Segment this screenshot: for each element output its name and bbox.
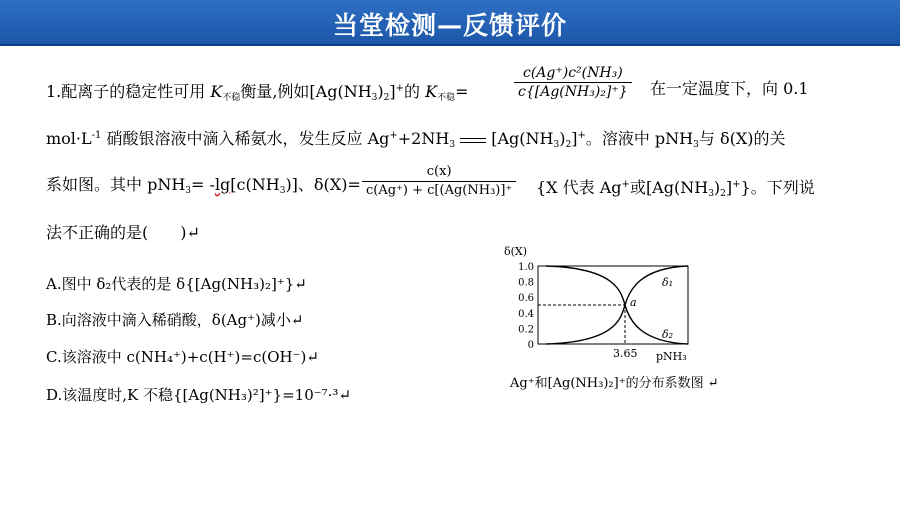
y-tick-labels: [518, 262, 534, 351]
question-line-3: 系如图。其中 $pNH_3= -\lg[c(NH_3)]$、δ(X)=: [46, 175, 361, 196]
y-tick-label: 0.2: [518, 324, 534, 336]
question-line-2: $mol\cdot L^{-1}$ 硝酸银溶液中滴入稀氨水，发生反应 $Ag^++2NH_3$ $[Ag(NH_3)_2]^+$。溶液中 pNH$_3$与 δ(X)的关: [46, 129, 786, 150]
question-line-1: 1.配离子的稳定性可用 $K_{不稳}$衡量,例如$[Ag(NH_3)_2]^+$的 $K_{不稳}=$: [46, 82, 469, 103]
y-axis-label: δ(X): [504, 245, 528, 258]
chart-caption: Ag⁺和[Ag(NH₃)₂]⁺的分布系数图 ↵: [510, 376, 719, 391]
series-label-delta1: δ₁: [662, 276, 674, 289]
distribution-chart: [500, 244, 720, 372]
y-tick-label: 0.6: [518, 293, 534, 305]
y-tick-label: 1.0: [518, 262, 534, 273]
x-marked-tick: 3.65: [613, 347, 638, 360]
y-tick-label: 0: [527, 340, 534, 351]
y-tick-label: 0.4: [518, 308, 534, 320]
equilibrium-arrow-icon: [460, 135, 486, 145]
series-label-delta2: δ₂: [662, 328, 674, 341]
x-axis-label: pNH₃: [656, 350, 687, 363]
question-line-1-suffix: 在一定温度下，向 0.1: [650, 79, 809, 98]
question-line-3-suffix: {X 代表 Ag+或$[Ag(NH_3)_2]^+$}。下列说: [536, 178, 815, 199]
option-d: D.该温度时,K 不稳{[Ag(NH₃)²]⁺}=10⁻⁷·³↵: [46, 386, 352, 404]
option-b: B.向溶液中滴入稀硝酸，δ(Ag⁺)减小↵: [46, 311, 304, 329]
question-line-4: 法不正确的是( )↵: [46, 223, 200, 242]
k-fraction: $\frac{\text{c(Ag⁺)c²(NH₃)}}{\text{c\{[Ag(NH₃)₂]⁺\}}}$: [514, 64, 632, 101]
title-bar: [0, 0, 900, 46]
intersection-label: a: [630, 296, 637, 309]
delta-fraction: $\frac{c(x)}{\text{c(Ag⁺) + c[(Ag(NH₃)]⁺}}$: [362, 163, 516, 200]
option-c: C.该溶液中 c(NH₄⁺)+c(H⁺)=c(OH⁻)↵: [46, 348, 319, 366]
option-a: A.图中 δ₂代表的是 δ{[Ag(NH₃)₂]⁺}↵: [46, 275, 307, 293]
y-tick-label: 0.8: [518, 277, 534, 289]
page-title: 当堂检测—反馈评价: [332, 11, 567, 40]
